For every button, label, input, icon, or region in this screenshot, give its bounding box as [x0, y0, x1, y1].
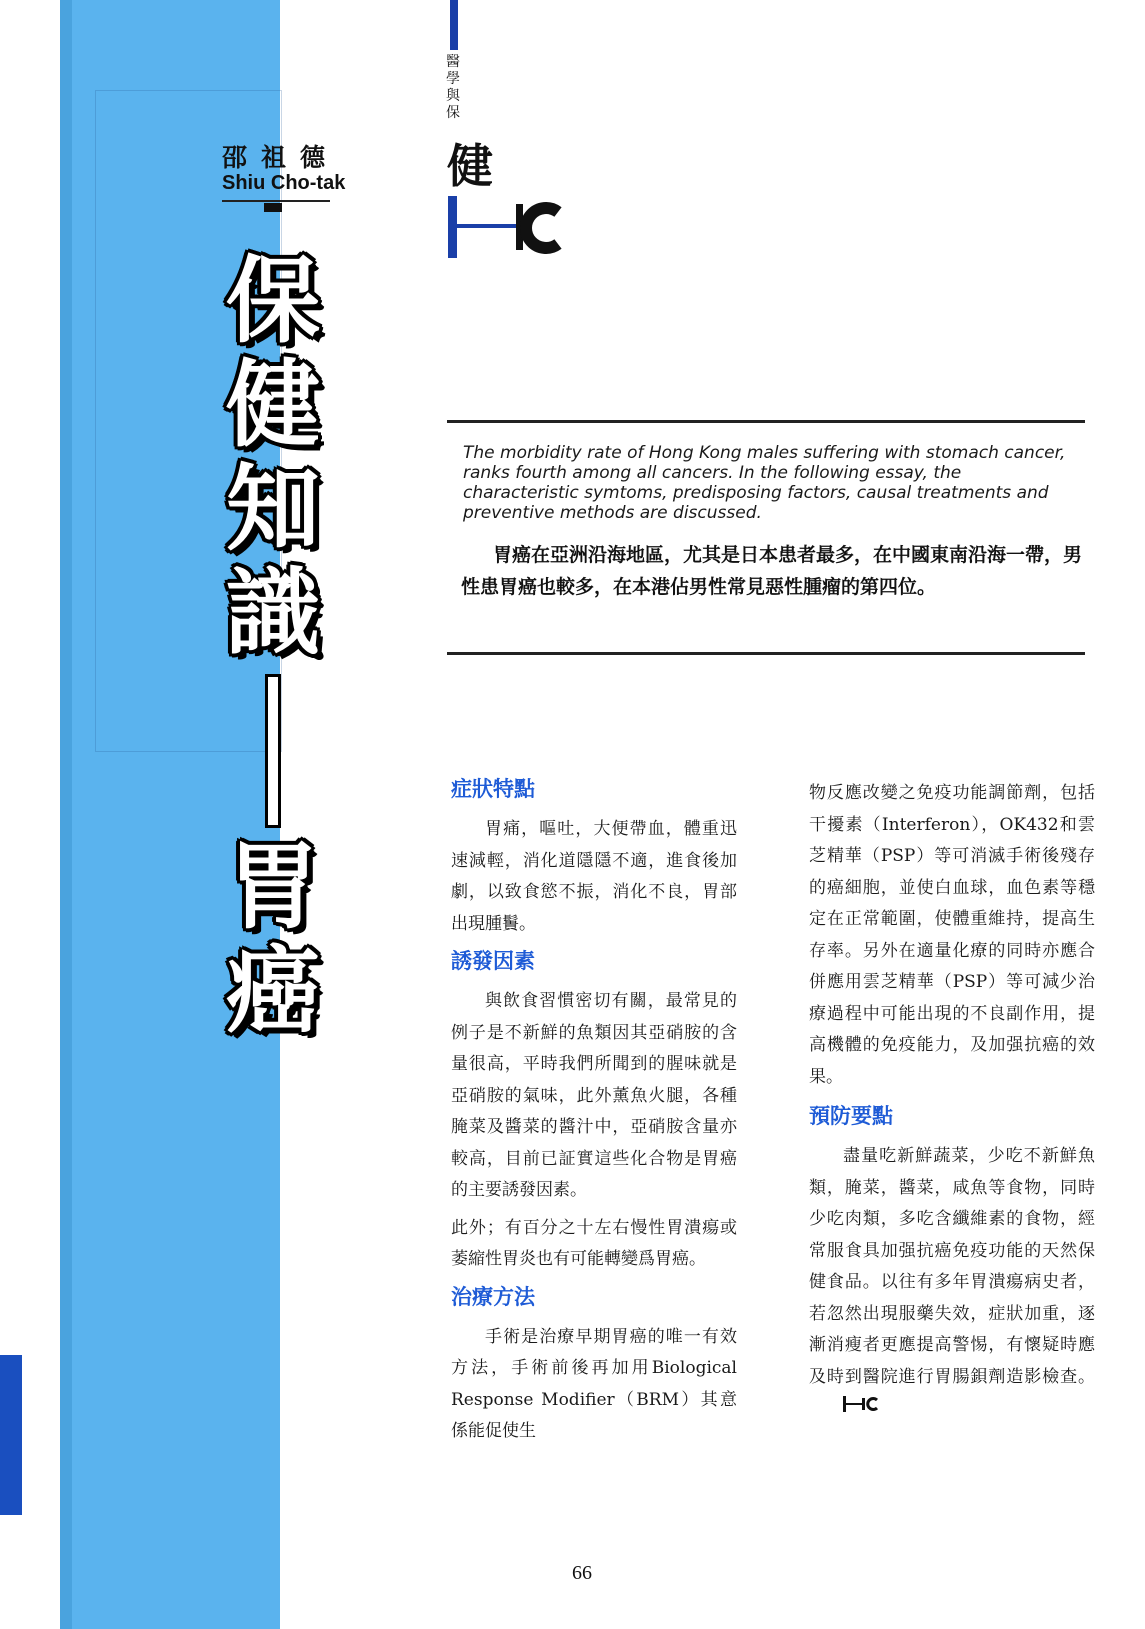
- column-big-char: 健: [447, 139, 493, 193]
- section-heading-treatment: 治療方法: [451, 1284, 535, 1309]
- title-char: 保: [225, 247, 320, 356]
- author-marker: [264, 203, 282, 212]
- subject-char: 癌: [225, 937, 320, 1046]
- title-dash: [265, 674, 281, 828]
- abstract-english: The morbidity rate of Hong Kong males suffering with stomach cancer, ranks fourth among all cancers. In the following essay, the characteristic symtoms, predisposing factors, causal treatments and preventive methods are discussed.: [463, 443, 1066, 523]
- abstract-chinese: 胃癌在亞洲沿海地區，尤其是日本患者最多，在中國東南沿海一帶，男性患胃癌也較多，在本港佔男性常見惡性腫瘤的第四位。: [461, 544, 1083, 598]
- prevention-text: 盡量吃新鮮蔬菜，少吃不新鮮魚類，腌菜，醬菜，咸魚等食物，同時少吃肉類，多吃含纖維素的食物，經常服食具加强抗癌免疫功能的天然保健食品。以往有多年胃潰瘍病史者，若忽然出現服藥失效，症狀加重，逐漸消瘦者更應提高警惕，有懷疑時應及時到醫院進行胃腸鋇劑造影檢查。: [809, 1146, 1095, 1387]
- column-accent-bar: [450, 0, 458, 50]
- column-label: 醫學與保: [446, 54, 460, 121]
- title-char: 知: [225, 455, 320, 564]
- author-divider: [222, 200, 330, 202]
- author-name-zh: 邵祖德: [222, 143, 340, 172]
- author-name-en: Shiu Cho-tak: [222, 172, 346, 194]
- section-text-prevention: [809, 1141, 1095, 1425]
- abstract-bottom-rule: [447, 652, 1085, 655]
- body-column-left: [451, 774, 737, 1454]
- section-text-treatment-cont: 物反應改變之免疫功能調節劑，包括干擾素（Interferon），OK432和雲芝精華（PSP）等可消滅手術後殘存的癌細胞，並使白血球，血色素等穩定在正常範圍，使體重維持，提高生存率。另外在適量化療的同時亦應合併應用雲芝精華（PSP）等可減少治療過程中可能出現的不良副作用，提高機體的免疫能力，及加强抗癌的效果。: [809, 783, 1095, 1087]
- section-heading-causes: 誘發因素: [451, 949, 535, 973]
- subject-char: 胃: [225, 833, 320, 942]
- section-text-symptoms: 胃痛，嘔吐，大便帶血，體重迅速減輕，消化道隱隱不適，進食後加劇，以致食慾不振，消化不良，胃部出現腫䰎。: [451, 819, 737, 934]
- end-hc-logo-icon: [809, 1393, 881, 1425]
- title-char: 識: [225, 559, 320, 668]
- page-number: 66: [572, 1562, 592, 1584]
- abstract-top-rule: [447, 420, 1085, 423]
- section-text-causes-2: 此外；有百分之十左右慢性胃潰瘍或萎縮性胃炎也有可能轉變爲胃癌。: [451, 1217, 737, 1269]
- section-heading-prevention: 預防要點: [809, 1104, 893, 1128]
- title-char: 健: [225, 351, 320, 460]
- section-heading-symptoms: 症狀特點: [451, 777, 535, 801]
- edge-accent-bar: [0, 1355, 22, 1515]
- section-text-causes: 與飲食習慣密切有關，最常見的例子是不新鮮的魚類因其亞硝胺的含量很高，平時我們所聞到的腥味就是亞硝胺的氣味，此外薰魚火腿，各種腌菜及醬菜的醬汁中，亞硝胺含量亦較高，目前已証實這些化合物是胃癌的主要誘發因素。: [451, 991, 737, 1200]
- section-text-treatment: 手術是治療早期胃癌的唯一有效方法，手術前後再加用Biological Response Modifier（BRM）其意係能促使生: [451, 1326, 737, 1441]
- left-band-shade: [60, 0, 72, 1629]
- body-column-right: [809, 778, 1095, 1431]
- hc-logo-icon: [448, 196, 573, 264]
- article-title: [218, 247, 328, 1046]
